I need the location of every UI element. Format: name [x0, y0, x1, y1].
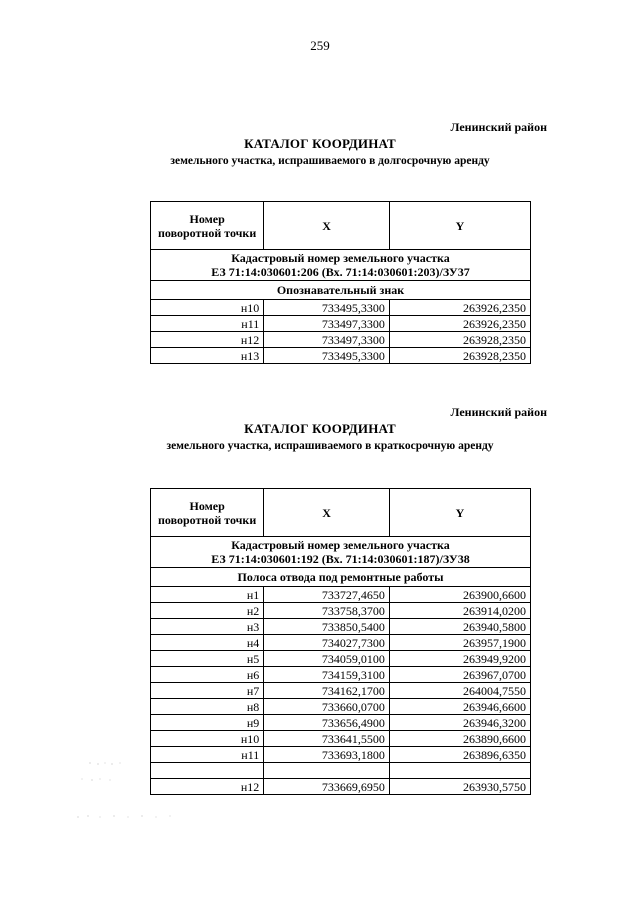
scan-noise — [70, 755, 230, 825]
x-cell — [264, 763, 390, 779]
cadastral-line1: Кадастровый номер земельного участка — [231, 251, 450, 265]
y-cell: 263967,0700 — [389, 667, 530, 683]
x-cell: 733693,1800 — [264, 747, 390, 763]
cadastral-number — [151, 250, 531, 281]
y-cell: 263949,9200 — [389, 651, 530, 667]
header-point-number — [151, 202, 264, 250]
y-cell: 263914,0200 — [389, 603, 530, 619]
district-label: Ленинский район — [450, 120, 547, 134]
table-row — [151, 715, 531, 731]
zone-label: Опознавательный знак — [151, 281, 531, 300]
catalog-subtitle: земельного участка, испрашиваемого в краткосрочную аренду — [166, 440, 494, 452]
table-row — [151, 332, 531, 348]
y-cell: 263890,6600 — [389, 731, 530, 747]
y-cell: 263900,6600 — [389, 587, 530, 603]
y-cell: 263896,6350 — [389, 747, 530, 763]
zone-label: Полоса отвода под ремонтные работы — [151, 568, 531, 587]
table-row — [151, 603, 531, 619]
point-cell: н2 — [151, 603, 264, 619]
catalog-subtitle: земельного участка, испрашиваемого в долгосрочную аренду — [170, 155, 490, 167]
point-cell: н4 — [151, 635, 264, 651]
x-cell: 733660,0700 — [264, 699, 390, 715]
y-cell: 263926,2350 — [389, 300, 530, 316]
header-point-line1: Номер — [189, 211, 225, 226]
cadastral-line2: ЕЗ 71:14:030601:206 (Вх. 71:14:030601:203)/ЗУ37 — [211, 265, 470, 279]
y-cell: 263946,6600 — [389, 699, 530, 715]
point-cell: н7 — [151, 683, 264, 699]
table-row — [151, 635, 531, 651]
point-cell: н13 — [151, 348, 264, 364]
table-row — [151, 619, 531, 635]
y-cell: 264004,7550 — [389, 683, 530, 699]
x-cell: 733495,3300 — [264, 348, 390, 364]
header-x: X — [264, 202, 390, 250]
point-cell: н10 — [151, 300, 264, 316]
y-cell: 263940,5800 — [389, 619, 530, 635]
x-cell: 734027,7300 — [264, 635, 390, 651]
table-row — [151, 683, 531, 699]
point-cell: н8 — [151, 699, 264, 715]
district-label: Ленинский район — [450, 405, 547, 419]
table-row — [151, 667, 531, 683]
cadastral-line1: Кадастровый номер земельного участка — [231, 538, 450, 552]
point-cell: н11 — [151, 747, 264, 763]
x-cell: 733495,3300 — [264, 300, 390, 316]
table-row — [151, 699, 531, 715]
y-cell: 263928,2350 — [389, 332, 530, 348]
x-cell: 733758,3700 — [264, 603, 390, 619]
catalog-title: КАТАЛОГ КООРДИНАТ — [244, 136, 396, 151]
y-cell: 263928,2350 — [389, 348, 530, 364]
header-x: X — [264, 489, 390, 537]
point-cell: н12 — [151, 332, 264, 348]
x-cell: 734162,1700 — [264, 683, 390, 699]
x-cell: 734159,3100 — [264, 667, 390, 683]
table-header-row — [151, 489, 531, 537]
point-cell: н1 — [151, 587, 264, 603]
y-cell: 263930,5750 — [389, 779, 530, 795]
zone-row — [151, 568, 531, 587]
point-cell: н12 — [151, 779, 264, 795]
zone-row — [151, 281, 531, 300]
table-row — [151, 651, 531, 667]
header-y: Y — [389, 202, 530, 250]
x-cell: 733656,4900 — [264, 715, 390, 731]
y-cell: 263957,1900 — [389, 635, 530, 651]
coordinates-table-2 — [150, 488, 531, 795]
point-cell: н10 — [151, 731, 264, 747]
cadastral-row — [151, 537, 531, 568]
point-cell: н6 — [151, 667, 264, 683]
y-cell — [389, 763, 530, 779]
table-row — [151, 316, 531, 332]
x-cell: 734059,0100 — [264, 651, 390, 667]
y-cell: 263946,3200 — [389, 715, 530, 731]
cadastral-line2: ЕЗ 71:14:030601:192 (Вх. 71:14:030601:187)/ЗУ38 — [211, 552, 470, 566]
header-y: Y — [389, 489, 530, 537]
catalog-title: КАТАЛОГ КООРДИНАТ — [244, 421, 396, 436]
table-row — [151, 731, 531, 747]
x-cell: 733669,6950 — [264, 779, 390, 795]
cadastral-number — [151, 537, 531, 568]
header-point-line2: поворотной точки — [157, 512, 257, 527]
cadastral-row — [151, 250, 531, 281]
x-cell: 733497,3300 — [264, 316, 390, 332]
page-number: 259 — [310, 38, 330, 53]
point-cell: н5 — [151, 651, 264, 667]
table-row — [151, 348, 531, 364]
y-cell: 263926,2350 — [389, 316, 530, 332]
table-row — [151, 300, 531, 316]
x-cell: 733727,4650 — [264, 587, 390, 603]
point-cell: н3 — [151, 619, 264, 635]
point-cell: н9 — [151, 715, 264, 731]
table-header-row — [151, 202, 531, 250]
header-point-line1: Номер — [189, 498, 225, 513]
header-point-line2: поворотной точки — [157, 225, 257, 240]
coordinates-table-1 — [150, 201, 531, 364]
point-cell: н11 — [151, 316, 264, 332]
x-cell: 733850,5400 — [264, 619, 390, 635]
x-cell: 733497,3300 — [264, 332, 390, 348]
table-row — [151, 587, 531, 603]
header-point-number — [151, 489, 264, 537]
x-cell: 733641,5500 — [264, 731, 390, 747]
